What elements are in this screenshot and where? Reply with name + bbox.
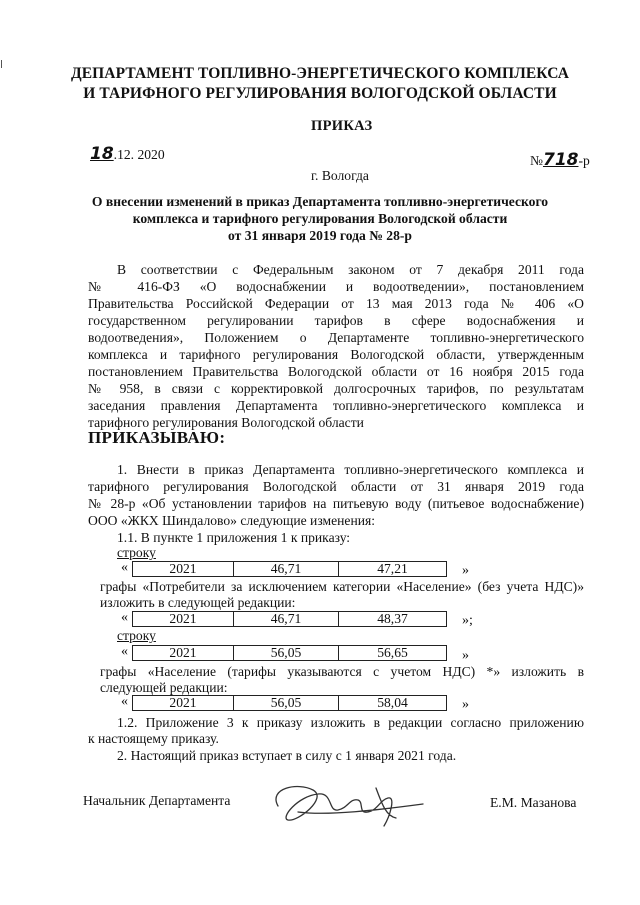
table-cell: 2021 (133, 612, 234, 627)
table-cell: 56,65 (339, 646, 447, 661)
table-cell: 46,71 (234, 562, 339, 577)
signatory-name: Е.М. Мазанова (490, 795, 577, 810)
preamble-line: водоотведения», Положением о Департаменте топливно-энергетического (88, 330, 584, 345)
number-value: 718 (542, 150, 579, 170)
quote-open: « (121, 644, 128, 659)
table-cell: 48,37 (339, 612, 447, 627)
graph1-line: изложить в следующей редакции: (100, 595, 296, 610)
item1-line: № 28-р «Об установлении тарифов на питьевую воду (питьевое водоснабжение) (88, 496, 584, 511)
quote-open: « (121, 694, 128, 709)
quote-close: » (462, 563, 469, 578)
quote-close-semicolon: »; (462, 613, 473, 628)
tariff-table-2 (132, 611, 447, 627)
preamble-line: Правительства Российской Федерации от 13 мая 2013 года № 406 «О (88, 296, 584, 311)
quote-open: « (121, 560, 128, 575)
number-suffix: -р (578, 153, 590, 168)
item1-1: 1.1. В пункте 1 приложения 1 к приказу: (117, 530, 351, 545)
item1-line: 1. Внести в приказ Департамента топливно-энергетического комплекса и (117, 462, 584, 477)
preamble-line: комплекса и тарифного регулирования Вологодской области, утвержденным (88, 347, 584, 362)
quote-close: » (462, 697, 469, 712)
signatory-position: Начальник Департамента (83, 793, 231, 808)
word-stroku: строку (117, 628, 156, 643)
subject-line1: О внесении изменений в приказ Департамента топливно-энергетического (91, 194, 549, 209)
document-number (530, 152, 590, 169)
item1-2-line: 1.2. Приложение 3 к приказу изложить в редакции согласно приложению (117, 715, 584, 730)
date-day: 18 (90, 144, 114, 164)
preamble-line: постановлением Правительства Вологодской области от 16 ноября 2015 года (88, 364, 584, 379)
document-city: г. Вологда (311, 168, 369, 183)
number-prefix: № (530, 153, 543, 168)
table-cell: 56,05 (234, 696, 339, 711)
preamble-line: В соответствии с Федеральным законом от 7 декабря 2011 года (117, 262, 584, 277)
quote-open: « (121, 610, 128, 625)
preamble-line: № 958, в связи с корректировкой долгосрочных тарифов, по результатам (88, 381, 584, 396)
table-cell: 2021 (133, 562, 234, 577)
table-cell: 58,04 (339, 696, 447, 711)
graph1-line: графы «Потребители за исключением категории «Население» (без учета НДС)» (100, 579, 584, 594)
item1-2-line: к настоящему приказу. (88, 731, 219, 746)
handwritten-signature (258, 776, 428, 836)
preamble-line: государственном регулировании тарифов в сфере водоснабжения и (88, 313, 584, 328)
table-cell: 2021 (133, 696, 234, 711)
item2: 2. Настоящий приказ вступает в силу с 1 января 2021 года. (117, 748, 457, 763)
table-cell: 56,05 (234, 646, 339, 661)
date-rest: .12. 2020 (113, 147, 165, 162)
item1-line: ООО «ЖКХ Шиндалово» следующие изменения: (88, 513, 376, 528)
preamble-line: заседания правления Департамента топливно-энергетического комплекса и (88, 398, 584, 413)
margin-mark (1, 60, 2, 68)
quote-close: » (462, 648, 469, 663)
item1-line: тарифного регулирования Вологодской области от 31 января 2019 года (88, 479, 584, 494)
document-date (90, 146, 165, 163)
table-cell: 2021 (133, 646, 234, 661)
table-cell: 47,21 (339, 562, 447, 577)
subject-line3: от 31 января 2019 года № 28-р (228, 228, 412, 243)
table-cell: 46,71 (234, 612, 339, 627)
order-word: ПРИКАЗЫВАЮ: (88, 428, 226, 447)
subject-line2: комплекса и тарифного регулирования Вологодской области (132, 211, 508, 226)
graph2-line: графы «Население (тарифы указываются с учетом НДС) *» изложить в (100, 664, 584, 679)
document-type: ПРИКАЗ (311, 118, 373, 134)
word-stroku: строку (117, 545, 156, 560)
preamble-line: тарифного регулирования Вологодской области (88, 415, 364, 430)
department-name-line2: И ТАРИФНОГО РЕГУЛИРОВАНИЯ ВОЛОГОДСКОЙ ОБЛАСТИ (83, 85, 557, 102)
preamble-line: № 416-ФЗ «О водоснабжении и водоотведении», постановлением (88, 279, 584, 294)
tariff-table-3 (132, 645, 447, 661)
tariff-table-1 (132, 561, 447, 577)
tariff-table-4 (132, 695, 447, 711)
department-name-line1: ДЕПАРТАМЕНТ ТОПЛИВНО-ЭНЕРГЕТИЧЕСКОГО КОМПЛЕКСА (70, 65, 570, 82)
graph2-line: следующей редакции: (100, 680, 228, 695)
